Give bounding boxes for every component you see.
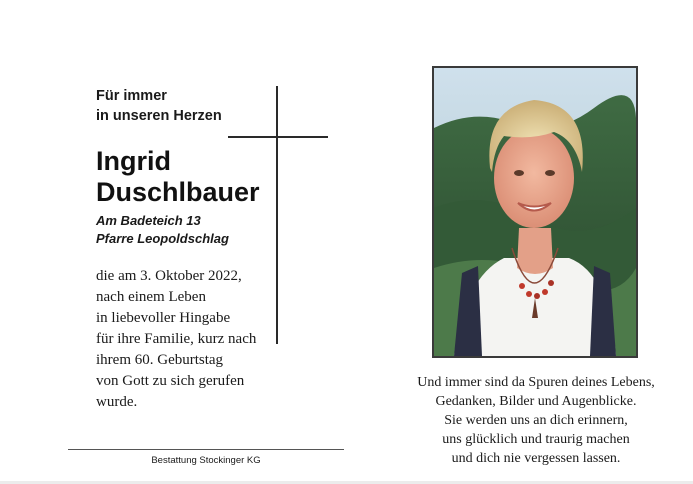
notice-line: nach einem Leben xyxy=(96,289,206,305)
notice-line: in liebevoller Hingabe xyxy=(96,310,231,326)
notice-line: für ihre Familie, kurz nach xyxy=(96,331,257,347)
portrait-photo xyxy=(432,66,638,358)
intro-line-2: in unseren Herzen xyxy=(96,108,222,124)
cross-horizontal-bar xyxy=(228,136,328,138)
undertaker-name: Bestattung Stockinger KG xyxy=(151,455,261,466)
intro-text xyxy=(96,86,222,126)
address-block xyxy=(96,212,229,248)
notice-line: die am 3. Oktober 2022, xyxy=(96,268,242,284)
verse-line: Und immer sind da Spuren deines Lebens, xyxy=(417,375,655,390)
intro-line-1: Für immer xyxy=(96,88,167,104)
verse-line: und dich nie vergessen lassen. xyxy=(451,451,621,466)
footer-divider xyxy=(68,449,344,450)
verse-line: Gedanken, Bilder und Augenblicke. xyxy=(435,394,637,409)
address-line-street: Am Badeteich 13 xyxy=(96,213,201,228)
first-name: Ingrid xyxy=(96,146,171,176)
cross-vertical-bar xyxy=(276,86,278,344)
notice-line: von Gott zu sich gerufen xyxy=(96,373,245,389)
address-line-parish: Pfarre Leopoldschlag xyxy=(96,231,229,246)
notice-line: wurde. xyxy=(96,394,138,410)
verse-line: Sie werden uns an dich erinnern, xyxy=(444,413,628,428)
death-notice-text xyxy=(96,266,256,413)
notice-line: ihrem 60. Geburtstag xyxy=(96,352,224,368)
deceased-name xyxy=(96,146,260,208)
memorial-verse xyxy=(396,373,676,468)
last-name: Duschlbauer xyxy=(96,177,260,207)
verse-line: uns glücklich und traurig machen xyxy=(442,432,630,447)
